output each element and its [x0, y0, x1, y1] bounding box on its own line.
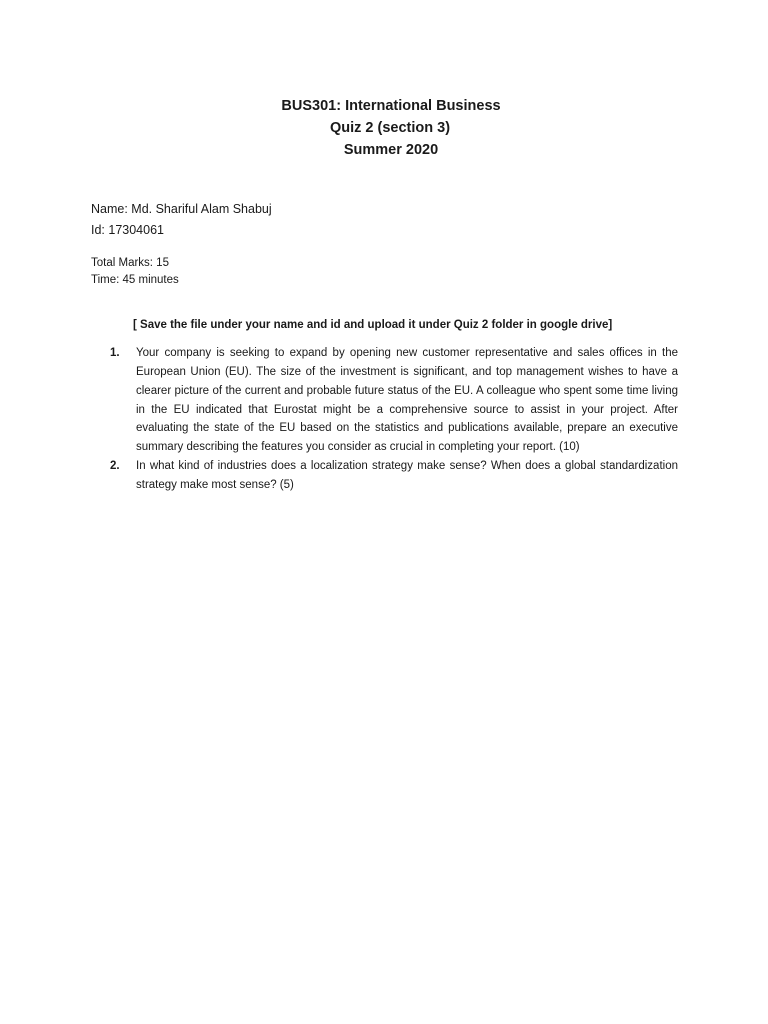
question-list	[110, 344, 678, 495]
total-marks: Total Marks: 15	[91, 257, 169, 269]
question-item	[110, 457, 678, 495]
question-number: 1.	[110, 347, 120, 359]
quiz-title: Quiz 2 (section 3)	[329, 120, 451, 136]
question-number: 2.	[110, 460, 120, 473]
student-name: Name: Md. Shariful Alam Shabuj	[91, 202, 272, 216]
quiz-meta	[91, 255, 179, 289]
student-info	[91, 199, 272, 241]
document-header	[0, 95, 768, 161]
time-limit: Time: 45 minutes	[91, 274, 179, 286]
student-id: Id: 17304061	[91, 223, 164, 237]
term-title: Summer 2020	[343, 142, 439, 158]
question-item	[110, 344, 678, 457]
upload-instruction: [ Save the file under your name and id and upload it under Quiz 2 folder in google drive]	[133, 319, 613, 331]
course-title: BUS301: International Business	[281, 98, 501, 114]
question-text: In what kind of industries does a localization strategy make sense? When does a global standardization strategy make most sense? (5)	[136, 460, 678, 491]
question-text: Your company is seeking to expand by opening new customer representative and sales offices in the European Union (EU). The size of the investment is significant, and top management wishes to have a clearer picture of the current and probable future status of the EU. A colleague who spent some time living in the EU indicated that Eurostat might be a comprehensive source to assist in your project. After evaluating the state of the EU based on the statistics and publications available, prepare an executive summary describing the features you consider as crucial in completing your report. (10)	[136, 347, 678, 454]
